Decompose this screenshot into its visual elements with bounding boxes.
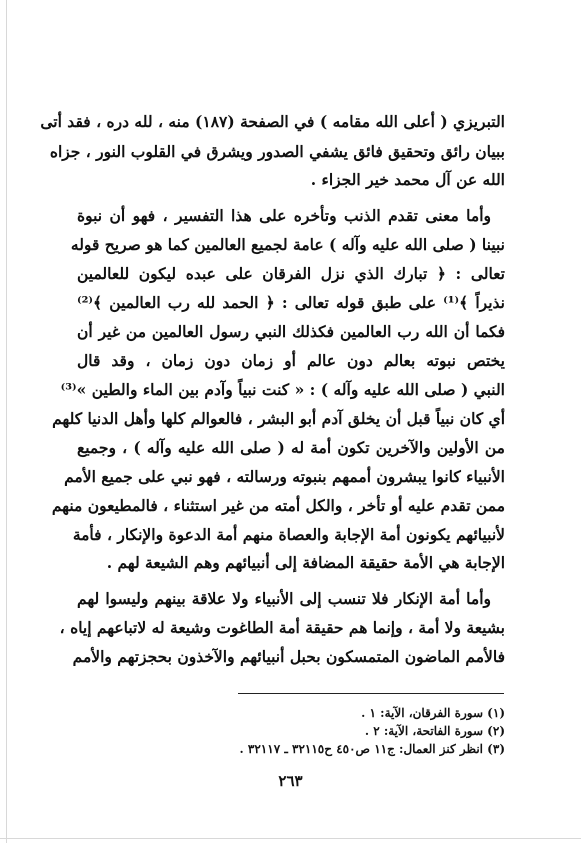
paragraph-2-line-5: فكما أن الله رب العالمين فكذلك النبي رسول العالمين من غير أن [77, 322, 505, 341]
paragraph-3-line-2: بشيعة ولا أمة ، وإنما هم حقيقة أمة الطاغوت وشيعة له لاتباعهم إياه ، [59, 618, 505, 637]
paragraph-3-line-3: فالأمم الماضون المتمسكون بحبل أنبيائهم والآخذون بحجزتهم والأمم [72, 647, 505, 666]
paragraph-2-line-1: وأما معنى تقدم الذنب وتأخره على هذا التفسير ، فهو أن نبوة [77, 206, 491, 225]
page-number: ٢٦٣ [278, 772, 303, 790]
paragraph-2-line-6: يختص نبوته بعالم دون عالم أو زمان دون زمان ، وقد قال [77, 351, 505, 370]
paragraph-2-line-3: تعالى : ﴿ تبارك الذي نزل الفرقان على عبده ليكون للعالمين [77, 264, 505, 283]
paragraph-2-line-13: الإجابة هي الأمة حقيقة المضافة إلى أنبيائهم وهم الشيعة لهم . [106, 553, 505, 572]
footnote-2: (٢) سورة الفاتحة، الآية: ٢ . [364, 724, 505, 738]
page-edge-left [6, 0, 7, 843]
paragraph-2-line-4: نذيراً ﴾⁽¹⁾ على طبق قوله تعالى : ﴿ الحمد لله رب العالمين ﴾⁽²⁾ [77, 293, 505, 312]
paragraph-2-line-7: النبي ( صلى الله عليه وآله ) : « كنت نبياً وآدم بين الماء والطين »⁽³⁾ [60, 380, 505, 399]
paragraph-2-line-2: نبينا ( صلى الله عليه وآله ) عامة لجميع العالمين كما هو صريح قوله [70, 235, 505, 254]
paragraph-2-line-8: أي كان نبياً قبل أن يخلق آدم أبو البشر ، فالعوالم كلها وأهل الدنيا كلهم [52, 409, 505, 428]
paragraph-2-line-11: ممن تقدم عليه أو تأخر ، والكل أمته من غير استثناء ، فالمطيعون منهم [51, 496, 505, 515]
paragraph-2-line-10: الأنبياء كانوا يبشرون أممهم بنبوته ورسالته ، فهو نبي على جميع الأمم [64, 467, 505, 486]
paragraph-2-line-12: لأنبيائهم يكونون أمة الإجابة والعصاة منهم أمة الدعوة والإنكار ، فأمة [72, 525, 505, 544]
paragraph-1-line-3: الله عن آل محمد خير الجزاء . [310, 170, 505, 189]
footnote-1: (١) سورة الفرقان، الآية: ١ . [361, 706, 505, 720]
paragraph-3-line-1: وأما أمة الإنكار فلا تنسب إلى الأنبياء ولا علاقة بينهم وليسوا لهم [77, 589, 491, 608]
paragraph-1-line-1: التبريزي ( أعلى الله مقامه ) في الصفحة (١٨٧) منه ، لله دره ، فقد أتى [40, 112, 505, 131]
paragraph-1-line-2: ببيان رائق وتحقيق فائق يشفي الصدور ويشرق في القلوب النور ، جزاه [49, 142, 505, 161]
paragraph-2-line-9: من الأولين والآخرين تكون أمة له ( صلى الله عليه وآله ) ، وجميع [77, 438, 505, 457]
footnote-3: (٣) انظر كنز العمال: ج١١ ص٤٥٠ ح٣٢١١٥ ـ ٣٢١١٧ . [239, 742, 505, 756]
footnote-separator [238, 693, 504, 694]
page-edge-bottom [0, 838, 581, 839]
